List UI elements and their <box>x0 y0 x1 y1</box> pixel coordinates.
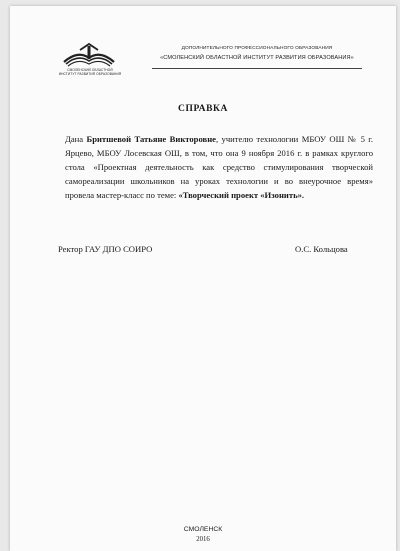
org-name: «СМОЛЕНСКИЙ ОБЛАСТНОЙ ИНСТИТУТ РАЗВИТИЯ ОБРАЗОВАНИЯ» <box>160 55 354 61</box>
institute-logo-icon <box>60 40 118 70</box>
header-divider <box>152 68 362 69</box>
letterhead-header <box>152 46 362 61</box>
signer-position: Ректор ГАУ ДПО СОИРО <box>58 244 153 254</box>
logo-caption <box>58 69 122 76</box>
document-title: СПРАВКА <box>178 104 228 114</box>
footer-year: 2016 <box>196 536 210 543</box>
certificate-body <box>65 132 373 202</box>
org-type: ДОПОЛНИТЕЛЬНОГО ПРОФЕССИОНАЛЬНОГО ОБРАЗОВАНИЯ <box>181 46 333 51</box>
masterclass-topic: «Творческий проект «Изонить». <box>178 190 305 200</box>
logo-caption-line: СМОЛЕНСКИЙ ОБЛАСТНОЙ <box>67 68 113 72</box>
document-page <box>10 6 396 551</box>
body-main: , учителю технологии МБОУ ОШ № 5 г. Ярцево, МБОУ Лосевская ОШ, в том, что она 9 ноября 2016 г. в рамках круглого стола «Проектная деятельность как средство стимулирования творческой самореализации школьников на уроках технологии и во внеурочное время» провела мастер-класс по теме: <box>65 134 373 200</box>
signer-name: О.С. Кольцова <box>295 244 348 254</box>
body-intro: Дана <box>65 134 87 144</box>
page-footer <box>10 525 396 545</box>
logo-caption-line: ИНСТИТУТ РАЗВИТИЯ ОБРАЗОВАНИЯ <box>58 71 122 76</box>
recipient-name: Бритшевой Татьяне Викторовне <box>86 134 216 144</box>
footer-city: СМОЛЕНСК <box>183 526 223 533</box>
